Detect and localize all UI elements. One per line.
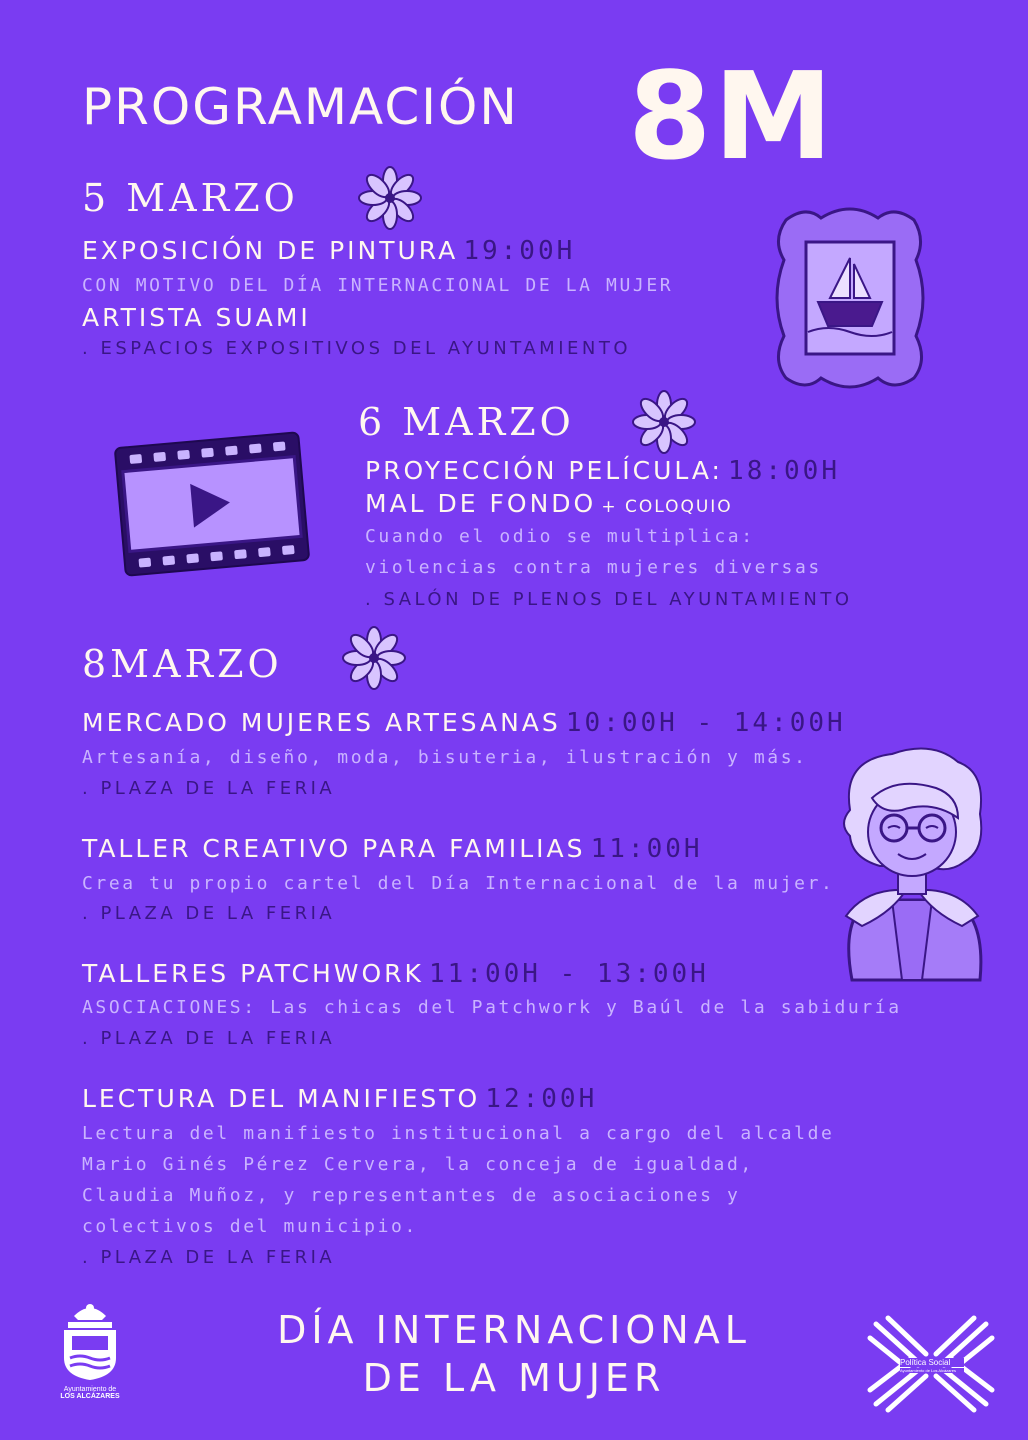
event-time: 10:00H - 14:00H	[565, 708, 846, 738]
event-proyeccion	[365, 456, 840, 486]
politica-social-logo	[866, 1314, 996, 1414]
event-time: 11:00H	[590, 834, 703, 864]
footer-line-1: DÍA INTERNACIONAL	[277, 1308, 751, 1352]
flower-icon	[358, 166, 422, 230]
page-title-8m: 8M	[628, 48, 835, 187]
date-8-marzo: 8MARZO	[82, 642, 283, 686]
event-time: 11:00H - 13:00H	[429, 959, 709, 989]
event-title: TALLERES PATCHWORK	[82, 959, 424, 988]
politica-social-sub: Ayuntamiento de Los Alcázares	[900, 1368, 964, 1373]
event-title: TALLER CREATIVO PARA FAMILIAS	[82, 834, 586, 863]
event-time: 19:00H	[463, 236, 576, 266]
event-location: . PLAZA DE LA FERIA	[82, 903, 336, 924]
date-5-marzo: 5 MARZO	[82, 176, 299, 220]
event-desc-line-1: Lectura del manifiesto institucional a cargo del alcalde	[82, 1123, 835, 1144]
logo-label-line-1: Ayuntamiento de	[63, 1386, 117, 1393]
event-location: . PLAZA DE LA FERIA	[82, 1247, 336, 1268]
date-6-marzo: 6 MARZO	[358, 400, 575, 444]
event-location: . SALÓN DE PLENOS DEL AYUNTAMIENTO	[365, 589, 853, 610]
event-description: Crea tu propio cartel del Día Internacional de la mujer.	[82, 873, 835, 894]
event-desc-line-2: Mario Ginés Pérez Cervera, la conceja de igualdad,	[82, 1154, 754, 1175]
woman-illustration-icon	[832, 740, 992, 996]
event-desc-line-4: colectivos del municipio.	[82, 1216, 418, 1237]
event-title: LECTURA DEL MANIFIESTO	[82, 1084, 481, 1113]
event-time: 12:00H	[485, 1084, 598, 1114]
event-patchwork	[82, 959, 709, 989]
flower-icon	[342, 626, 406, 690]
event-manifiesto	[82, 1084, 597, 1114]
film-strip-play-icon	[112, 424, 312, 584]
film-extra: + COLOQUIO	[601, 497, 733, 517]
event-description: CON MOTIVO DEL DÍA INTERNACIONAL DE LA MUJER	[82, 275, 674, 296]
footer-line-2: DE LA MUJER	[362, 1356, 666, 1400]
event-title: EXPOSICIÓN DE PINTURA	[82, 236, 459, 265]
event-film	[365, 489, 733, 518]
event-title: MERCADO MUJERES ARTESANAS	[82, 708, 561, 737]
logo-label-line-2: LOS ALCÁZARES	[60, 1393, 120, 1400]
event-location: . PLAZA DE LA FERIA	[82, 1028, 336, 1049]
event-description: Artesanía, diseño, moda, bisuteria, ilustración y más.	[82, 747, 808, 768]
event-taller-creativo	[82, 834, 703, 864]
politica-social-name: Política Social	[900, 1358, 964, 1367]
coat-of-arms-icon	[50, 1298, 130, 1382]
event-time: 18:00H	[728, 456, 840, 486]
flower-icon	[632, 390, 696, 454]
event-mercado	[82, 708, 846, 738]
event-location: . PLAZA DE LA FERIA	[82, 778, 336, 799]
event-exposicion	[82, 236, 575, 266]
event-desc-line-1: Cuando el odio se multiplica:	[365, 526, 755, 547]
event-title: PROYECCIÓN PELÍCULA:	[365, 456, 723, 485]
picture-frame-icon	[766, 200, 934, 396]
event-desc-line-3: Claudia Muñoz, y representantes de asociaciones y	[82, 1185, 741, 1206]
event-artist: ARTISTA SUAMI	[82, 303, 311, 332]
event-location: . ESPACIOS EXPOSITIVOS DEL AYUNTAMIENTO	[82, 338, 631, 359]
event-desc-line-2: violencias contra mujeres diversas	[365, 557, 822, 578]
event-description: ASOCIACIONES: Las chicas del Patchwork y Baúl de la sabiduría	[82, 997, 902, 1018]
page-title: PROGRAMACIÓN	[82, 78, 519, 136]
ayuntamiento-logo	[50, 1298, 130, 1412]
film-title: MAL DE FONDO	[365, 489, 597, 518]
